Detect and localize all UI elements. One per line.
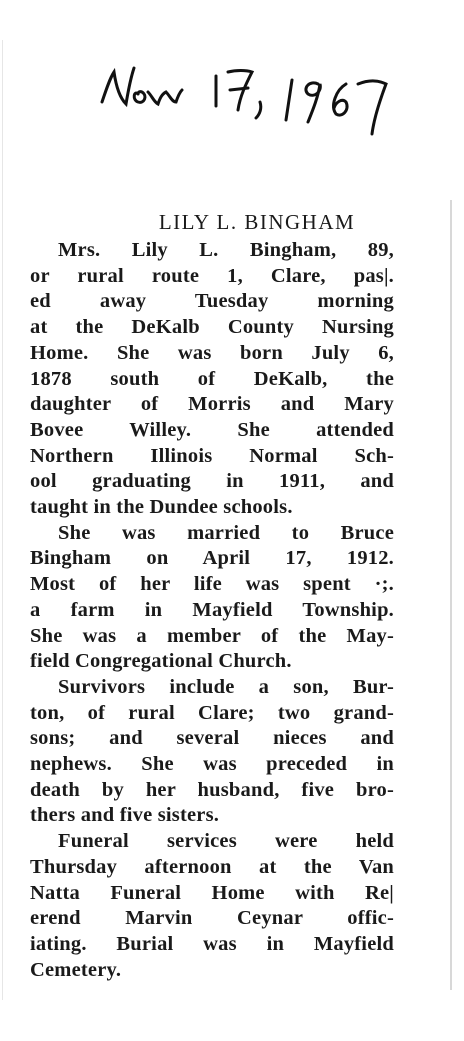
text-line: or rural route 1, Clare, pas|.: [30, 264, 394, 287]
text-line: sons; and several nieces and: [30, 727, 394, 750]
text-line: Bovee Willey. She attended: [30, 418, 394, 441]
text-line: Bingham on April 17, 1912.: [30, 547, 394, 570]
text-line: ed away Tuesday morning: [30, 290, 394, 313]
clipping-edge-right: [450, 200, 452, 990]
paragraph-1: [30, 238, 394, 521]
text-line: nephews. She was preceded in: [30, 753, 394, 776]
text-line: Survivors include a son, Bur-: [58, 675, 394, 698]
handwritten-date: [96, 62, 396, 142]
obituary-headline: LILY L. BINGHAM: [158, 210, 356, 235]
text-line: taught in the Dundee schools.: [30, 496, 293, 519]
text-line: She was a member of the May-: [30, 624, 394, 647]
text-line: ton, of rural Clare; two grand-: [30, 701, 394, 724]
text-line: Mrs. Lily L. Bingham, 89,: [58, 239, 394, 261]
text-line: thers and five sisters.: [30, 804, 220, 827]
text-line: a farm in Mayfield Township.: [30, 598, 394, 621]
text-line: daughter of Morris and Mary: [30, 393, 394, 416]
text-line: erend Marvin Ceynar offic-: [30, 907, 394, 930]
obituary-body: [30, 238, 394, 983]
text-line: at the DeKalb County Nursing: [30, 316, 394, 339]
paragraph-4: [30, 829, 394, 983]
paragraph-2: [30, 521, 394, 675]
paragraph-3: [30, 675, 394, 829]
page-edge-left: [2, 40, 3, 1000]
text-line: Thursday afternoon at the Van: [30, 855, 394, 878]
text-line: Cemetery.: [30, 958, 122, 981]
text-line: ool graduating in 1911, and: [30, 470, 394, 493]
text-line: field Congregational Church.: [30, 650, 292, 673]
text-line: death by her husband, five bro-: [30, 778, 394, 801]
text-line: Home. She was born July 6,: [30, 341, 394, 364]
text-line: iating. Burial was in Mayfield: [30, 932, 394, 955]
text-line: 1878 south of DeKalb, the: [30, 367, 394, 390]
text-line: Funeral services were held: [58, 830, 394, 853]
text-line: Northern Illinois Normal Sch-: [30, 444, 394, 467]
handwritten-date-drawing: [96, 62, 396, 142]
text-line: She was married to Bruce: [58, 521, 394, 544]
text-line: Natta Funeral Home with Re|: [30, 881, 394, 904]
text-line: Most of her life was spent ·;.: [30, 573, 394, 596]
